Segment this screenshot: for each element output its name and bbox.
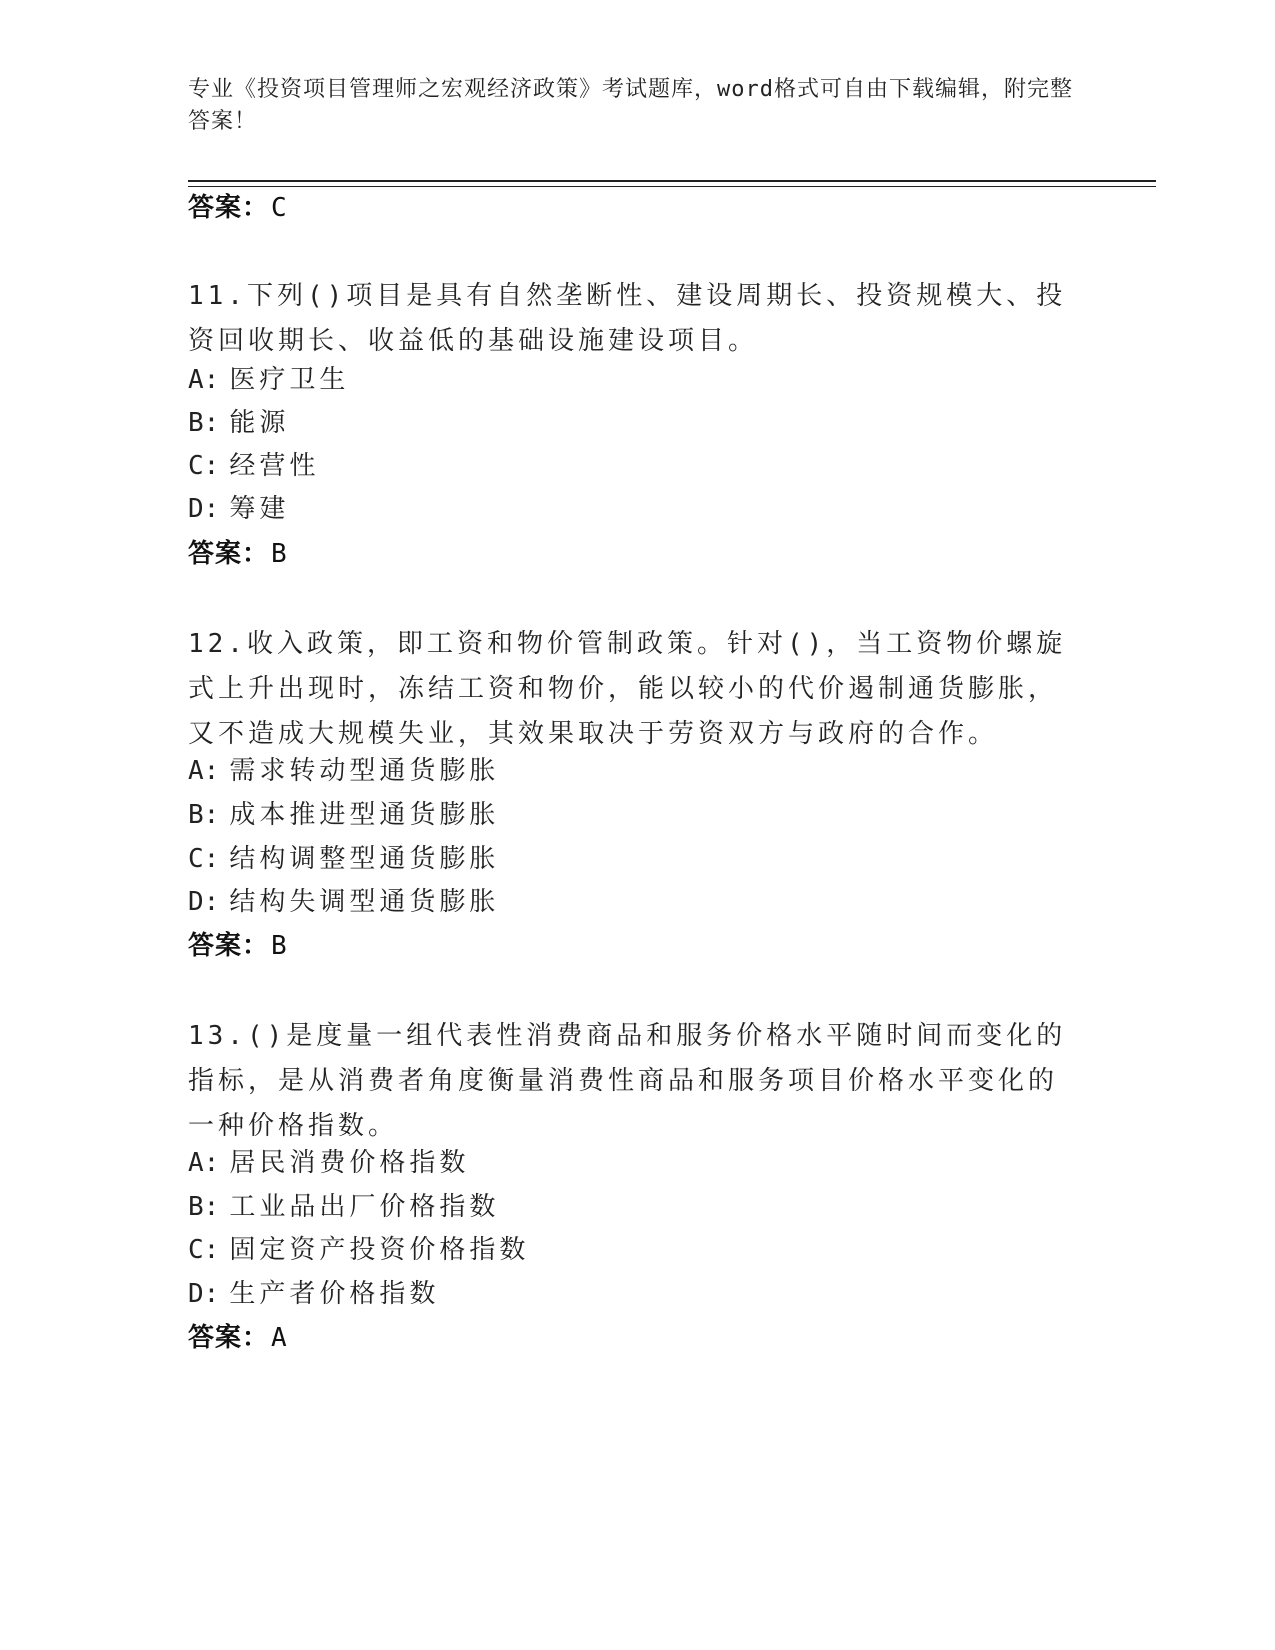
- answer-value: A: [271, 1323, 288, 1353]
- option-letter: A:: [188, 756, 220, 786]
- option-item: [188, 797, 499, 833]
- answer-line: [188, 190, 288, 226]
- option-letter: D:: [188, 1279, 220, 1309]
- option-text: 经营性: [229, 451, 320, 481]
- option-item: [188, 1145, 469, 1181]
- answer-line: [188, 928, 288, 964]
- option-item: [188, 1189, 499, 1225]
- header-divider-thin: [188, 186, 1156, 187]
- answer-label: 答案：: [188, 193, 270, 223]
- answer-value: B: [271, 539, 288, 569]
- option-item: [188, 1276, 439, 1312]
- option-item: [188, 448, 319, 484]
- option-item: [188, 1232, 529, 1268]
- option-letter: B:: [188, 408, 220, 438]
- option-text: 生产者价格指数: [229, 1279, 440, 1309]
- option-letter: A:: [188, 1148, 220, 1178]
- option-letter: B:: [188, 1192, 220, 1222]
- question-text: 12.收入政策，即工资和物价管制政策。针对()，当工资物价螺旋式上升出现时，冻结工资和物价，能以较小的代价遏制通货膨胀，又不造成大规模失业，其效果取决于劳资双方与政府的合作。: [188, 629, 1067, 749]
- option-item: [188, 753, 499, 789]
- option-item: [188, 884, 499, 920]
- option-item: [188, 362, 349, 398]
- option-text: 筹建: [229, 494, 290, 524]
- option-text: 结构失调型通货膨胀: [229, 887, 500, 917]
- option-text: 居民消费价格指数: [229, 1148, 470, 1178]
- answer-line: [188, 1320, 288, 1356]
- answer-value: C: [271, 193, 288, 223]
- option-item: [188, 405, 289, 441]
- header-divider: [188, 180, 1156, 182]
- header-note: 专业《投资项目管理师之宏观经济政策》考试题库，word格式可自由下载编辑，附完整答案！: [188, 77, 1073, 134]
- answer-label: 答案：: [188, 931, 270, 961]
- question-text: 13.()是度量一组代表性消费商品和服务价格水平随时间而变化的指标，是从消费者角度衡量消费性商品和服务项目价格水平变化的一种价格指数。: [188, 1021, 1067, 1141]
- option-letter: A:: [188, 365, 220, 395]
- option-text: 固定资产投资价格指数: [229, 1235, 530, 1265]
- option-text: 工业品出厂价格指数: [229, 1192, 500, 1222]
- option-item: [188, 841, 499, 877]
- answer-label: 答案：: [188, 539, 270, 569]
- option-letter: C:: [188, 451, 220, 481]
- option-letter: B:: [188, 800, 220, 830]
- answer-line: [188, 536, 288, 572]
- option-letter: C:: [188, 1235, 220, 1265]
- option-text: 需求转动型通货膨胀: [229, 756, 500, 786]
- option-letter: C:: [188, 844, 220, 874]
- option-text: 结构调整型通货膨胀: [229, 844, 500, 874]
- option-text: 成本推进型通货膨胀: [229, 800, 500, 830]
- question-text: 11.下列()项目是具有自然垄断性、建设周期长、投资规模大、投资回收期长、收益低的基础设施建设项目。: [188, 281, 1067, 356]
- option-text: 能源: [229, 408, 290, 438]
- answer-value: B: [271, 931, 288, 961]
- option-letter: D:: [188, 494, 220, 524]
- option-text: 医疗卫生: [229, 365, 350, 395]
- option-item: [188, 491, 289, 527]
- answer-label: 答案：: [188, 1323, 270, 1353]
- option-letter: D:: [188, 887, 220, 917]
